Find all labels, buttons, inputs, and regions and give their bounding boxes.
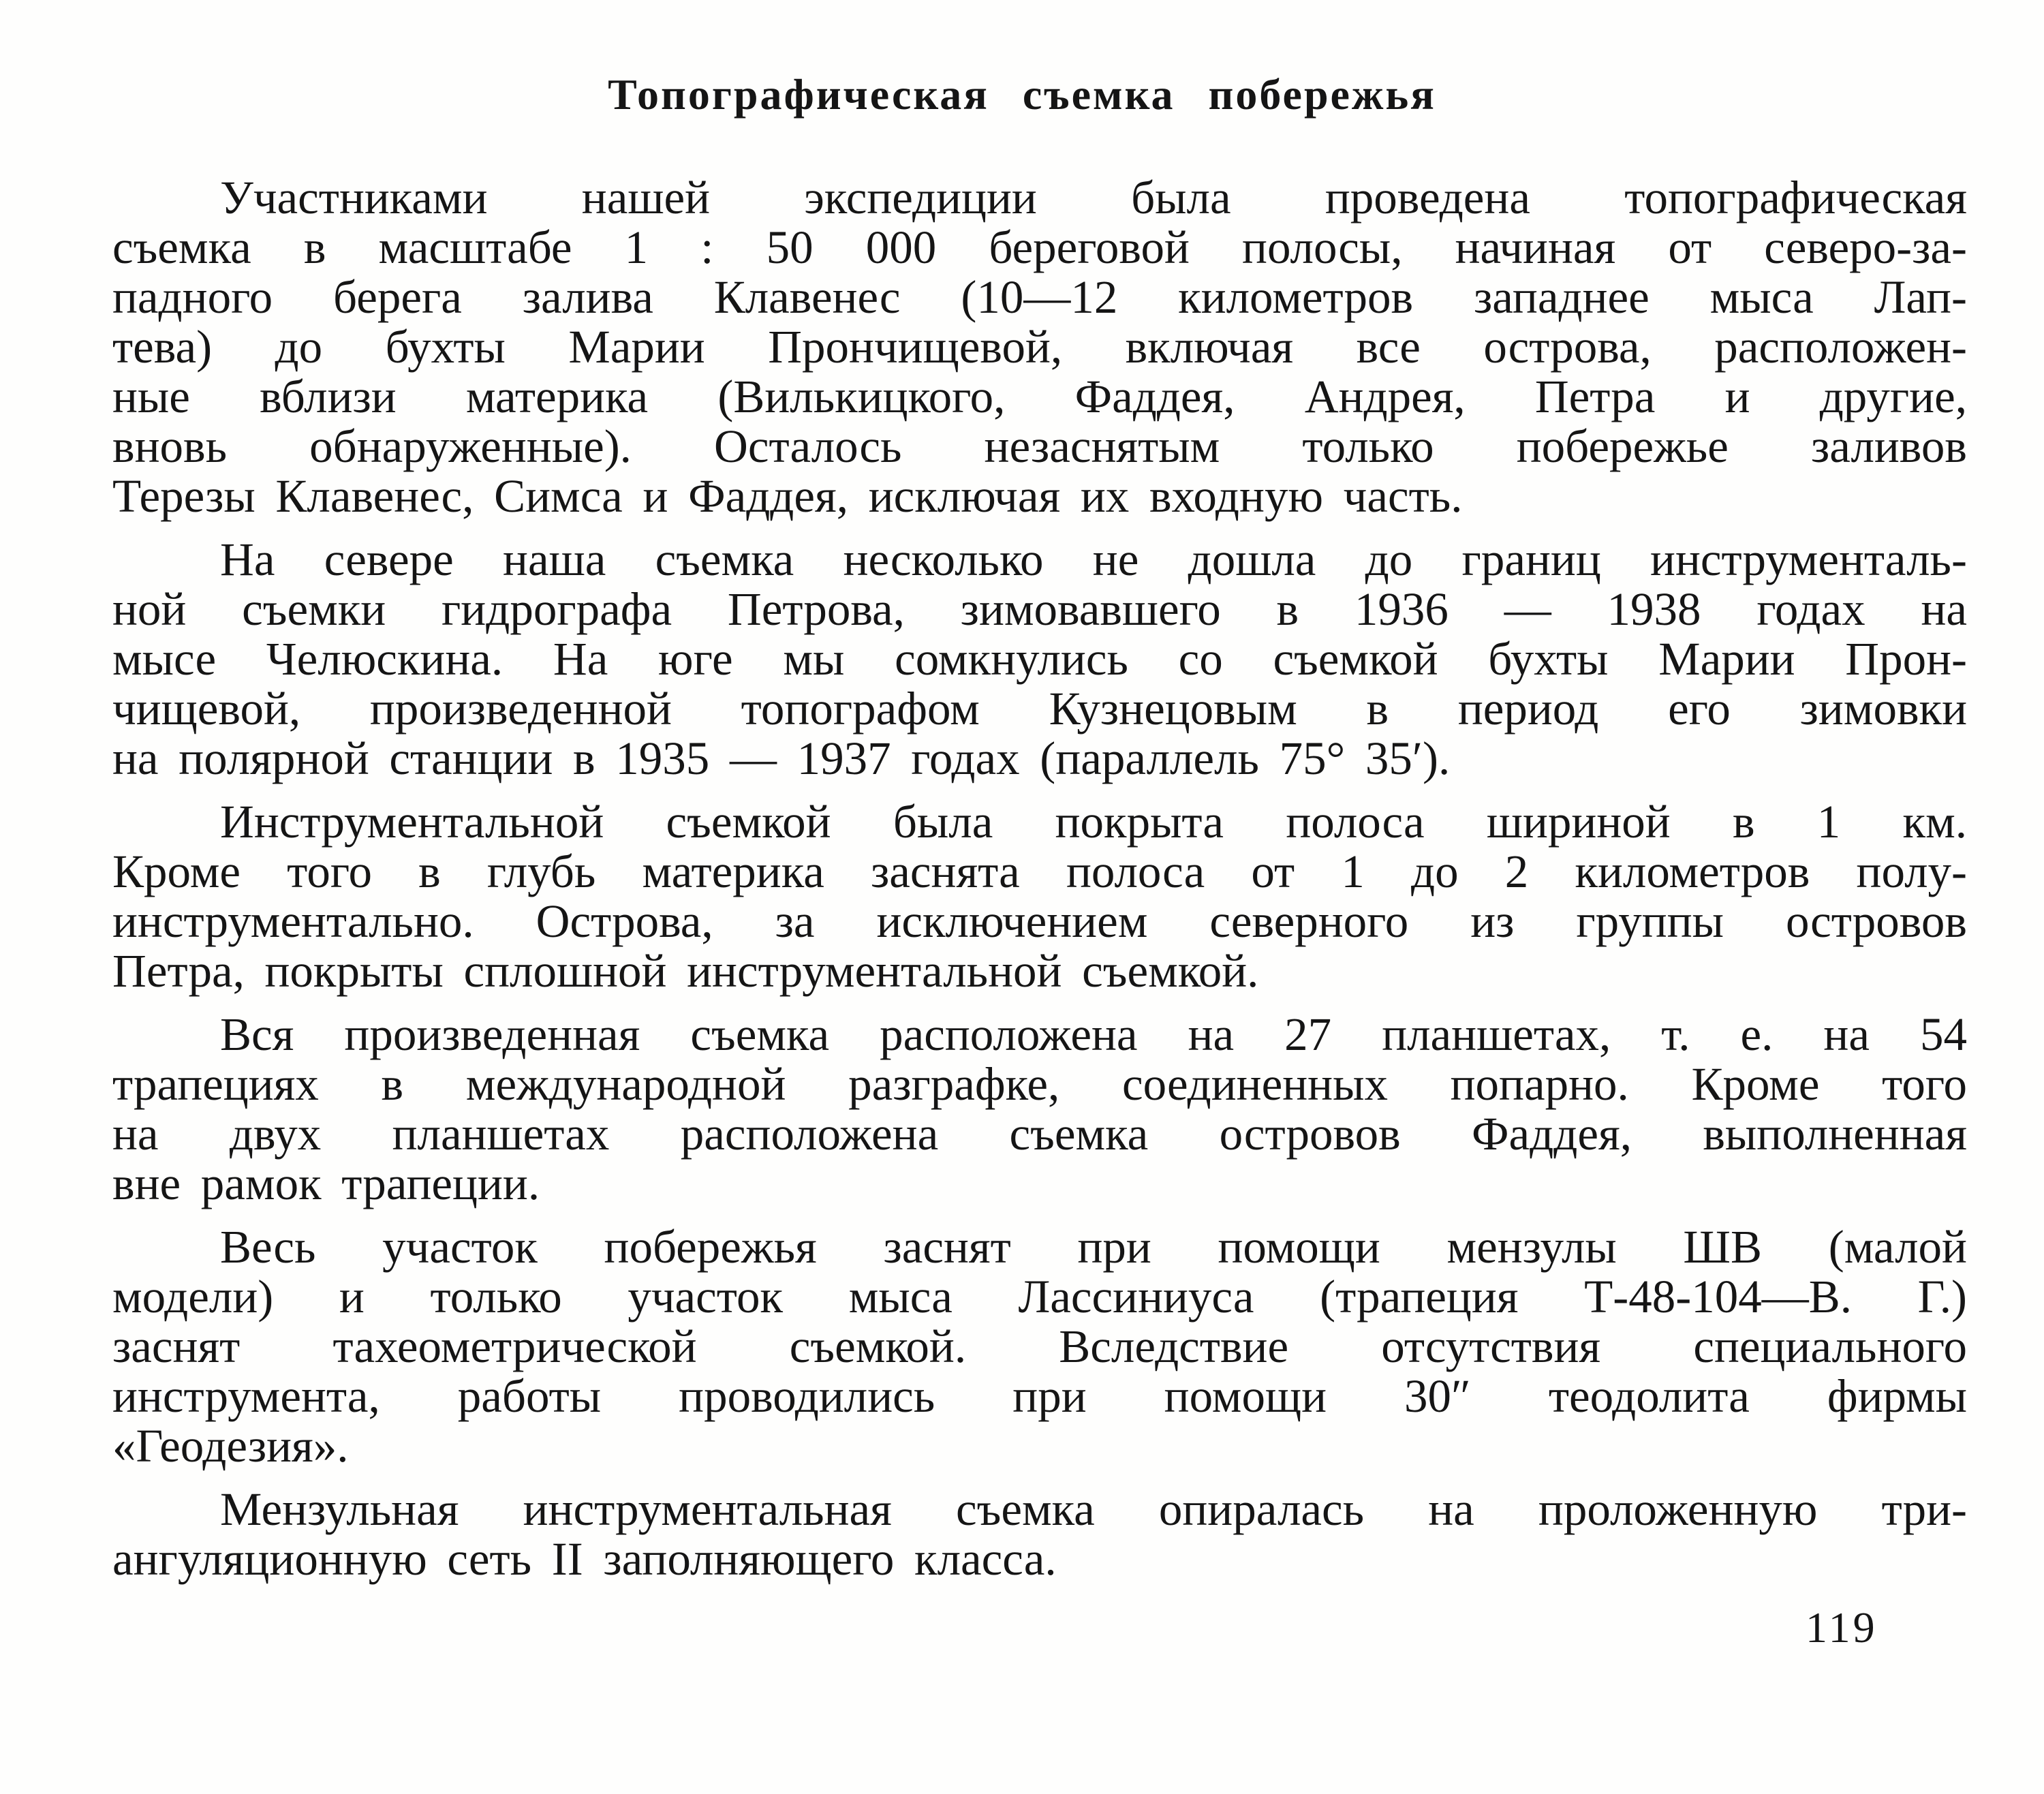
text-line: Инструментальной съемкой была покрыта полоса шириной в 1 км. [220,796,1967,848]
text-line: Вся произведенная съемка расположена на 27 планшетах, т. е. на 54 [220,1008,1967,1060]
page-title: Топографическая съемка побережья [608,70,1436,119]
page-number: 119 [1806,1603,1878,1652]
paragraph [112,1485,1967,1584]
text-line: инструментально. Острова, за исключением северного из группы островов [112,895,1967,947]
text-line: Кроме того в глубь материка заснята полоса от 1 до 2 километров полу- [112,846,1967,897]
text-line: Весь участок побережья заснят при помощи мензулы ШВ (малой [220,1221,1967,1273]
text-line: падного берега залива Клавенес (10—12 километров западнее мыса Лап- [112,271,1967,323]
text-line: Петра, покрыты сплошной инструментальной съемкой. [112,945,1259,997]
text-line: модели) и только участок мыса Лассиниуса (трапеция Т-48-104—В. Г.) [112,1271,1967,1323]
text-line: Терезы Клавенес, Симса и Фаддея, исключая их входную часть. [112,470,1463,522]
text-line: на полярной станции в 1935 — 1937 годах (параллель 75° 35′). [112,732,1451,784]
text-line: вновь обнаруженные). Осталось незаснятым только побережье заливов [112,420,1967,472]
text-line: Мензульная инструментальная съемка опиралась на проложенную три- [220,1483,1967,1535]
text-line: съемка в масштабе 1 : 50 000 береговой полосы, начиная от северо-за- [112,221,1967,273]
text-line: ные вблизи материка (Вилькицкого, Фаддея, Андрея, Петра и другие, [112,371,1967,422]
paragraph [112,173,1967,521]
text-line: инструмента, работы проводились при помощи 30″ теодолита фирмы [112,1370,1967,1422]
text-line: мысе Челюскина. На юге мы сомкнулись со съемкой бухты Марии Прон- [112,633,1967,685]
text-line: вне рамок трапеции. [112,1158,540,1209]
text-line: чищевой, произведенной топографом Кузнецовым в период его зимовки [112,683,1967,734]
text-line: ангуляционную сеть II заполняющего класса. [112,1533,1057,1585]
text-line: Участниками нашей экспедиции была проведена топографическая [220,172,1967,223]
text-line: трапециях в международной разграфке, соединенных попарно. Кроме того [112,1058,1967,1110]
paragraph [112,535,1967,784]
paragraph [112,797,1967,996]
text-line: на двух планшетах расположена съемка островов Фаддея, выполненная [112,1108,1967,1160]
text-line: «Геодезия». [112,1420,349,1472]
text-line: тева) до бухты Марии Прончищевой, включая все острова, расположен- [112,321,1967,373]
text-line: ной съемки гидрографа Петрова, зимовавшего в 1936 — 1938 годах на [112,583,1967,635]
body-text [112,173,1967,1598]
paragraph [112,1010,1967,1209]
paragraph [112,1222,1967,1471]
text-line: заснят тахеометрической съемкой. Вследствие отсутствия специального [112,1320,1967,1372]
text-line: На севере наша съемка несколько не дошла до границ инструменталь- [220,533,1967,585]
